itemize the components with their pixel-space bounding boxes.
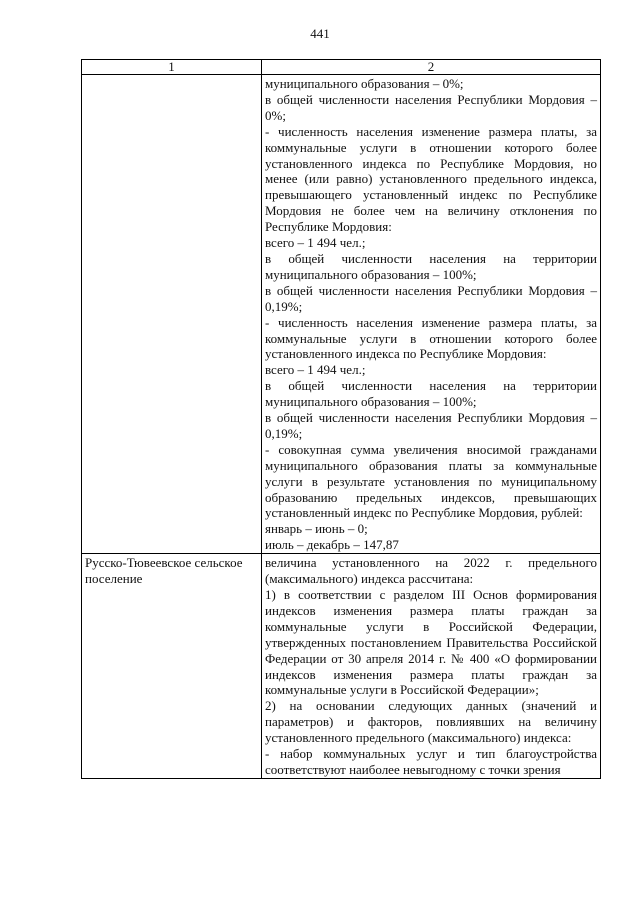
paragraph: - численность населения изменение размера платы, за коммунальные услуги в отношении которого более установленного индекса по Республике Мордовия, но менее (или равно) установленного предельного индекса, превышающего установленный индекс по Республике Мордовия не более чем на величину отклонения по Республике Мордовия: xyxy=(265,123,597,235)
table-row xyxy=(82,554,601,779)
column-2-header: 2 xyxy=(262,60,601,75)
paragraph: - совокупная сумма увеличения вносимой гражданами муниципального образования платы за коммунальные услуги в результате установления по муниципальному образованию предельных индексов, превышающих установленный индекс по Республике Мордовия, рублей: xyxy=(265,441,597,521)
paragraph: в общей численности населения Республики Мордовия – 0,19%; xyxy=(265,410,597,441)
paragraph: всего – 1 494 чел.; xyxy=(265,362,366,378)
paragraph: июль – декабрь – 147,87 xyxy=(265,537,399,553)
paragraph: 1) в соответствии с разделом III Основ формирования индексов изменения размера платы граждан за коммунальные услуги в Российской Федерации, утвержденных постановлением Правительства Российской Федерации от 30 апреля 2014 г. № 400 «О формировании индексов изменения размера платы граждан за коммунальные услуги в Российской Федерации»; xyxy=(265,587,597,698)
municipality-name: Русско-Тювеевское сельское поселение xyxy=(85,555,243,587)
paragraph: в общей численности населения Республики Мордовия – 0%; xyxy=(265,91,597,123)
paragraph: муниципального образования – 0%; xyxy=(265,76,464,91)
municipality-cell xyxy=(82,75,262,554)
paragraph: в общей численности населения на территории муниципального образования – 100%; xyxy=(265,250,597,282)
table-row xyxy=(82,75,601,554)
paragraph: в общей численности населения Республики Мордовия – 0,19%; xyxy=(265,282,597,314)
page-number: 441 xyxy=(310,26,330,41)
paragraph: январь – июнь – 0; xyxy=(265,521,368,537)
table-header-row xyxy=(82,60,601,75)
paragraph: всего – 1 494 чел.; xyxy=(265,235,366,251)
paragraph: 2) на основании следующих данных (значений и параметров) и факторов, повлиявших на величину установленного предельного (максимального) индекса: xyxy=(265,698,597,746)
paragraph: величина установленного на 2022 г. предельного (максимального) индекса рассчитана: xyxy=(265,555,597,587)
description-cell xyxy=(262,554,601,779)
document-table xyxy=(81,59,601,779)
column-1-header: 1 xyxy=(82,60,262,75)
paragraph: - численность населения изменение размера платы, за коммунальные услуги в отношении которого более установленного индекса по Республике Мордовия: xyxy=(265,314,597,362)
paragraph: в общей численности населения на территории муниципального образования – 100%; xyxy=(265,378,597,410)
description-cell xyxy=(262,75,601,554)
paragraph: - набор коммунальных услуг и тип благоустройства соответствуют наиболее невыгодному с точки зрения xyxy=(265,746,597,777)
municipality-cell xyxy=(82,554,262,779)
